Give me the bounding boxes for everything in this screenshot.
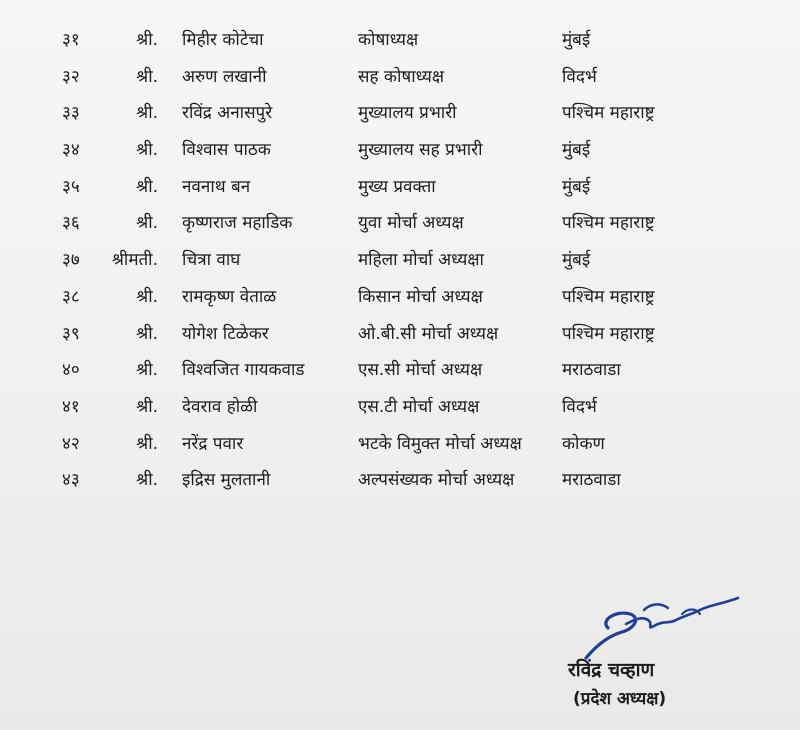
- member-name: योगेश टिळेकर: [182, 323, 269, 344]
- honorific: श्री.: [136, 396, 158, 417]
- member-region: पश्चिम महाराष्ट्र: [562, 323, 655, 344]
- serial-number: ३१: [62, 30, 80, 50]
- serial-number: ३७: [62, 250, 80, 271]
- signature: [578, 580, 748, 660]
- member-region: मुंबई: [562, 30, 591, 50]
- honorific: श्री.: [136, 30, 158, 50]
- honorific: श्री.: [136, 286, 158, 307]
- honorific: श्रीमती.: [111, 250, 158, 271]
- office-bearers-list: [0, 26, 800, 503]
- member-post: एस.सी मोर्चा अध्यक्ष: [358, 360, 483, 381]
- member-region: पश्चिम महाराष्ट्र: [562, 103, 655, 124]
- serial-number: ४२: [62, 433, 80, 454]
- member-region: मराठवाडा: [562, 470, 621, 491]
- serial-number: ४३: [62, 470, 80, 491]
- serial-number: ३८: [62, 286, 80, 307]
- serial-number: ३९: [62, 323, 80, 344]
- member-name: इद्रिस मुलतानी: [182, 470, 271, 491]
- member-region: विदर्भ: [562, 66, 597, 87]
- list-item: [0, 283, 800, 320]
- list-item: [0, 393, 800, 430]
- member-name: रविंद्र अनासपुरे: [182, 103, 273, 124]
- honorific: श्री.: [136, 103, 158, 124]
- honorific: श्री.: [136, 433, 158, 454]
- honorific: श्री.: [136, 213, 158, 234]
- serial-number: ३३: [62, 103, 80, 124]
- list-item: [0, 26, 800, 63]
- member-post: महिला मोर्चा अध्यक्षा: [358, 250, 484, 271]
- member-name: रामकृष्ण वेताळ: [182, 286, 277, 307]
- list-item: [0, 320, 800, 357]
- member-post: मुख्यालय सह प्रभारी: [358, 140, 483, 161]
- honorific: श्री.: [136, 66, 158, 87]
- serial-number: ३२: [62, 66, 80, 87]
- list-item: [0, 99, 800, 136]
- list-item: [0, 63, 800, 100]
- member-name: विश्वजित गायकवाड: [182, 360, 305, 381]
- member-region: पश्चिम महाराष्ट्र: [562, 213, 655, 234]
- serial-number: ४०: [62, 360, 80, 381]
- member-region: मुंबई: [562, 140, 591, 161]
- honorific: श्री.: [136, 140, 158, 161]
- member-post: भटके विमुक्त मोर्चा अध्यक्ष: [358, 433, 522, 454]
- honorific: श्री.: [136, 176, 158, 197]
- member-post: अल्पसंख्यक मोर्चा अध्यक्ष: [358, 470, 515, 491]
- member-region: कोकण: [562, 433, 605, 454]
- signatory-name: रविंद्र चव्हाण: [568, 659, 655, 681]
- member-name: मिहीर कोटेचा: [182, 30, 264, 50]
- honorific: श्री.: [136, 470, 158, 491]
- list-item: [0, 466, 800, 503]
- member-post: मुख्यालय प्रभारी: [358, 103, 457, 124]
- member-post: कोषाध्यक्ष: [358, 30, 419, 50]
- serial-number: ३६: [62, 213, 80, 234]
- member-post: एस.टी मोर्चा अध्यक्ष: [358, 396, 480, 417]
- member-name: देवराव होळी: [182, 396, 258, 417]
- serial-number: ३५: [62, 176, 80, 197]
- member-post: युवा मोर्चा अध्यक्ष: [358, 213, 464, 234]
- list-item: [0, 173, 800, 210]
- serial-number: ४१: [62, 396, 80, 417]
- member-region: पश्चिम महाराष्ट्र: [562, 286, 655, 307]
- list-item: [0, 136, 800, 173]
- member-region: विदर्भ: [562, 396, 597, 417]
- serial-number: ३४: [62, 140, 80, 161]
- member-name: विश्वास पाठक: [182, 140, 271, 161]
- list-item: [0, 430, 800, 467]
- member-name: चित्रा वाघ: [182, 250, 241, 271]
- member-region: मराठवाडा: [562, 360, 621, 381]
- member-name: अरुण लखानी: [182, 66, 267, 87]
- member-region: मुंबई: [562, 250, 591, 271]
- member-post: ओ.बी.सी मोर्चा अध्यक्ष: [358, 323, 499, 344]
- member-name: नरेंद्र पवार: [182, 433, 244, 454]
- member-post: किसान मोर्चा अध्यक्ष: [358, 286, 483, 307]
- list-item: [0, 209, 800, 246]
- member-post: मुख्य प्रवक्ता: [358, 176, 436, 197]
- member-name: नवनाथ बन: [182, 176, 251, 197]
- honorific: श्री.: [136, 360, 158, 381]
- member-name: कृष्णराज महाडिक: [182, 213, 293, 234]
- signatory-title: (प्रदेश अध्यक्ष): [573, 689, 667, 709]
- member-region: मुंबई: [562, 176, 591, 197]
- member-post: सह कोषाध्यक्ष: [358, 66, 445, 87]
- list-item: [0, 246, 800, 283]
- honorific: श्री.: [136, 323, 158, 344]
- list-item: [0, 356, 800, 393]
